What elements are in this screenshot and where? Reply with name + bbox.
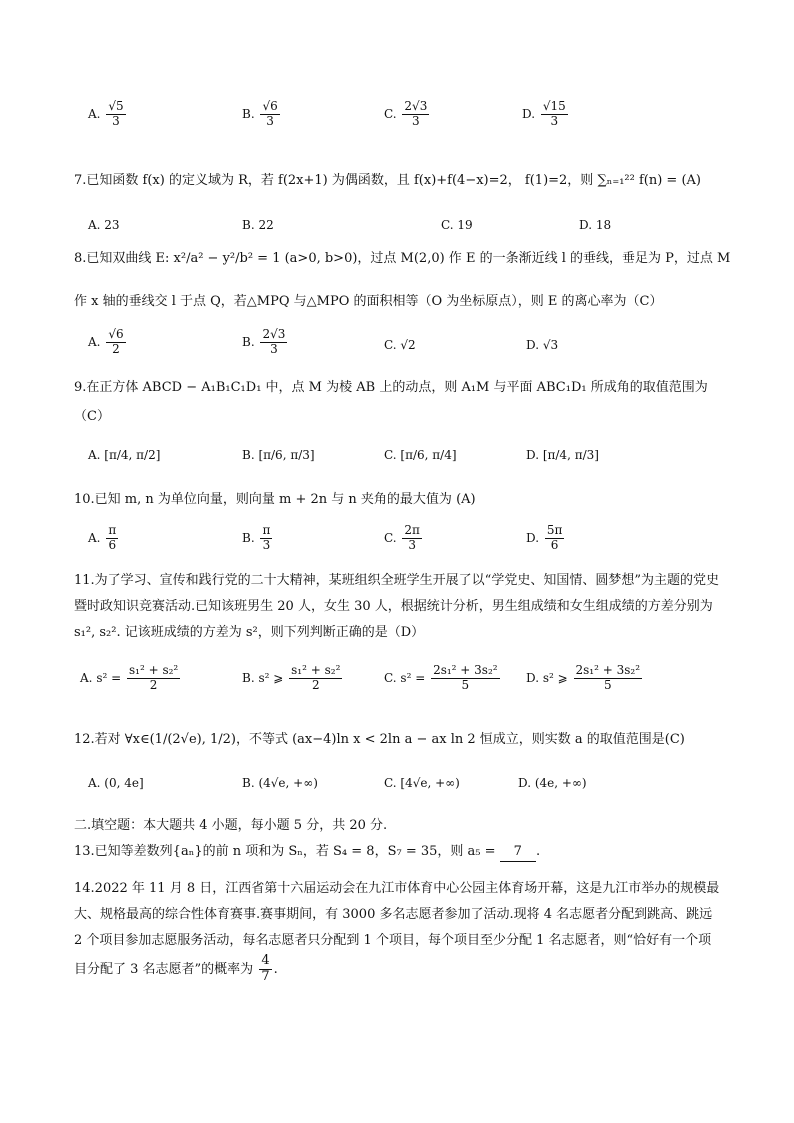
q10-option-a: A. $\frac{\pi}{6}$ xyxy=(88,523,117,552)
q7-option-c: C. 19 xyxy=(441,218,473,232)
q8-stem-line2: 作 x 轴的垂线交 l 于点 Q，若△MPQ 与△MPO 的面积相等（O 为坐标原点），则 E 的离心率为（C） xyxy=(74,294,663,309)
q7-option-d: D. 18 xyxy=(579,218,612,232)
q12-option-b: B. (4√e, +∞) xyxy=(242,776,318,790)
q11-option-b: B. s² ⩾ $\frac{\text{s₁² + s₂²}}{2}$ xyxy=(242,663,341,692)
q12-option-d: D. (4e, +∞) xyxy=(518,776,587,790)
q10-stem: 10.已知 m, n 为单位向量，则向量 m + 2n 与 n 夹角的最大值为 (A) xyxy=(74,492,476,507)
q9-option-d: D. [π/4, π/3] xyxy=(526,448,599,462)
q9-stem-line2: （C） xyxy=(74,409,110,424)
q8-option-d: D. √3 xyxy=(526,338,559,352)
q11-option-d: D. s² ⩾ $\frac{\text{2s₁² + 3s₂²}}{5}$ xyxy=(526,663,641,692)
q10-option-c: C. $\frac{2\pi}{3}$ xyxy=(384,523,420,552)
q10-option-d: D. $\frac{5\pi}{6}$ xyxy=(526,523,563,552)
q14-stem: 14.2022 年 11 月 8 日，江西省第十六届运动会在九江市体育中心公园主体育场开幕，这是九江市举办的规模最大、规格最高的综合性体育赛事.赛事期间，有 3000 多名志愿者参加了活动.现将 4 名志愿者分配到跳高、跳远 2 个项目参加志愿服务活动，每名志愿者只分配到 1 个项目，每个项目至少分配 1 名志愿者，则“恰好有一个项目分配了 3 名志愿者”的概率为 $\frac{4}{7}$ . xyxy=(74,881,720,984)
q8-option-c: C. √2 xyxy=(384,338,416,352)
q9-option-b: B. [π/6, π/3] xyxy=(242,448,315,462)
q11-option-a: A. s² = $\frac{\text{s₁² + s₂²}}{2}$ xyxy=(80,663,179,692)
q6-option-d: D. $\frac{√15}{3}$ xyxy=(522,99,566,128)
q9-option-c: C. [π/6, π/4] xyxy=(384,448,457,462)
q13-stem: 13.已知等差数列{aₙ}的前 n 项和为 Sₙ，若 S₄ = 8，S₇ = 35，则 a₅ = 7 . xyxy=(74,843,724,862)
q8-option-a: A. $\frac{√6}{2}$ xyxy=(88,327,124,356)
q7-stem: 7.已知函数 f(x) 的定义域为 R，若 f(2x+1) 为偶函数，且 f(x)+f(4−x)=2， f(1)=2，则 ∑ₙ₌₁²² f(n) = (A) xyxy=(74,173,701,188)
q8-stem-line1: 8.已知双曲线 E: x²/a² − y²/b² = 1 (a>0, b>0)，过点 M(2,0) 作 E 的一条渐近线 l 的垂线，垂足为 P，过点 M xyxy=(74,251,731,266)
q12-option-a: A. (0, 4e] xyxy=(88,776,144,790)
q12-stem: 12.若对 ∀x∈(1/(2√e), 1/2)，不等式 (ax−4)ln x < 2ln a − ax ln 2 恒成立，则实数 a 的取值范围是(C) xyxy=(74,732,685,747)
section-heading: 二.填空题：本大题共 4 小题，每小题 5 分，共 20 分. xyxy=(74,818,388,833)
q11-stem: 11.为了学习、宣传和践行党的二十大精神，某班组织全班学生开展了以“学党史、知国情、圆梦想”为主题的党史暨时政知识竞赛活动.已知该班男生 20 人，女生 30 人，根据统计分析，男生组成绩和女生组成绩的方差分别为 s₁², s₂². 记该班成绩的方差为 s²，则下列判断正确的是（D） xyxy=(74,573,719,640)
q12-option-c: C. [4√e, +∞) xyxy=(384,776,460,790)
q7-option-b: B. 22 xyxy=(242,218,274,232)
q6-option-a: A. $\frac{√5}{3}$ xyxy=(88,99,124,128)
q7-option-a: A. 23 xyxy=(88,218,120,232)
q8-option-b: B. $\frac{2√3}{3}$ xyxy=(242,327,286,356)
q13-answer: 7 xyxy=(500,843,536,862)
q6-option-c: C. $\frac{2√3}{3}$ xyxy=(384,99,428,128)
q14-answer: $\frac{4}{7}$ xyxy=(261,953,270,984)
q6-option-b: B. $\frac{√6}{3}$ xyxy=(242,99,278,128)
q9-stem-line1: 9.在正方体 ABCD − A₁B₁C₁D₁ 中，点 M 为棱 AB 上的动点，则 A₁M 与平面 ABC₁D₁ 所成角的取值范围为 xyxy=(74,380,708,395)
q9-option-a: A. [π/4, π/2] xyxy=(88,448,161,462)
q10-option-b: B. $\frac{\pi}{3}$ xyxy=(242,523,271,552)
q11-option-c: C. s² = $\frac{\text{2s₁² + 3s₂²}}{5}$ xyxy=(384,663,498,692)
